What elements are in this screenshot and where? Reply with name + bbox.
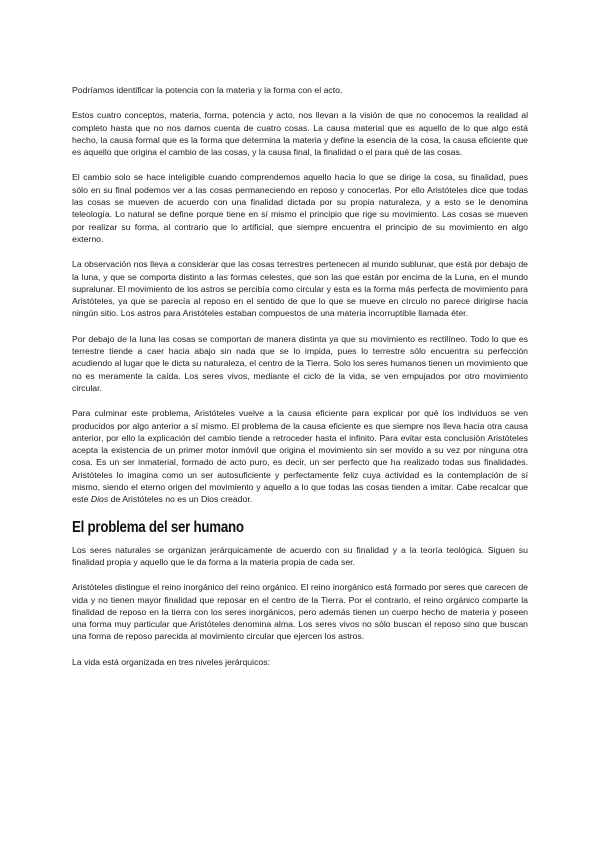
paragraph-prime-mover [72, 407, 528, 505]
italic-term: Dios [90, 494, 109, 505]
paragraph: El cambio solo se hace inteligible cuando comprendemos aquello hacia lo que se dirige la cosa, su finalidad, pues sólo en su final podemos ver a las cosas permaneciendo en reposo y conocerlas. Por ello Aristóteles dice que todas las cosas se mueven de acuerdo con una finalidad dictada por su propia naturaleza, y a esto se le denomina teleología. Lo natural se define porque tiene en sí mismo el principio que rige su movimiento. Las cosas se mueven por realizar su forma, al contrario que lo artificial, que siempre encuentra el principio de su movimiento en algo externo. [72, 172, 528, 244]
section-heading: El problema del ser humano [72, 518, 244, 536]
paragraph-text: Para culminar este problema, Aristóteles vuelve a la causa eficiente para explicar por qué los individuos se ven producidos por algo anterior a sí mismo. El problema de la causa eficiente es que siempre nos lleva hacia otra causa anterior, por ello la explicación del cambio tiende a retroceder hasta el infinito. Para evitar esta conclusión Aristóteles acepta la existencia de un primer motor inmóvil que origina el movimiento sin ser movido a su vez por ninguna otra cosa. Es un ser inmaterial, formado de acto puro, es decir, un ser perfecto que ha realizado todas sus finalidades. Aristóteles lo imagina como un ser autosuficiente y perfectamente feliz cuya actividad es la contemplación de sí mismo, siendo el eterno origen del movimiento y aquello a lo que todas las cosas tienden a imitar. Cabe recalcar que este [72, 408, 528, 505]
paragraph: La vida está organizada en tres niveles jerárquicos: [72, 656, 270, 667]
paragraph: Podríamos identificar la potencia con la materia y la forma con el acto. [72, 85, 343, 95]
paragraph-text: de Aristóteles no es un Dios creador. [108, 494, 253, 505]
paragraph: Aristóteles distingue el reino inorgánico del reino orgánico. El reino inorgánico está formado por seres que carecen de vida y no tienen mayor finalidad que reposar en el centro de la Tierra. Por el contrario, el reino orgánico comparte la finalidad de reposo en la tierra con los seres inorgánicos, pero además tienen un cuerpo hecho de materia y poseen una forma muy particular que Aristóteles denomina alma. Los seres vivos no sólo buscan el reposo sino que buscan una forma de reposo parecida al movimiento circular que ejercen los astros. [72, 582, 528, 642]
paragraph: La observación nos lleva a considerar que las cosas terrestres pertenecen al mundo sublunar, que está por debajo de la luna, y que se comporta distinto a las formas celestes, que son las que están por encima de la Luna, en el mundo supralunar. El movimiento de los astros se percibía como circular y esta es la forma más perfecta de movimiento para Aristóteles, ya que se parecía al reposo en el sentido de que lo que se mueve en círculo no parece dirigirse hacia ningún sitio. Los astros para Aristóteles estaban compuestos de una materia incorruptible llamada éter. [72, 259, 528, 319]
paragraph: Los seres naturales se organizan jerárquicamente de acuerdo con su finalidad y a la teoría teológica. Siguen su finalidad propia y aquello que le da forma a la materia propia de cada ser. [72, 544, 528, 567]
paragraph: Estos cuatro conceptos, materia, forma, potencia y acto, nos llevan a la visión de que no conocemos la realidad al completo hasta que no nos damos cuenta de cuatro cosas. La causa material que es aquello de lo que algo está hecho, la causa formal que es la forma que determina la materia y define la esencia de la cosa, la causa eficiente que es aquello que origina el cambio de las cosas, y la causa final, la finalidad o el para qué de las cosas. [72, 110, 528, 158]
paragraph: Por debajo de la luna las cosas se comportan de manera distinta ya que su movimiento es rectilíneo. Todo lo que es terrestre tiende a caer hacia abajo sin nada que se lo impida, pues lo terrestre sólo encuentra su perfección acudiendo al lugar que le dicta su naturaleza, el centro de la Tierra. Solo los seres humanos tienen un movimiento que no es meramente la caída. Los seres vivos, mediante el ciclo de la vida, se ven empujados por otro movimiento circular. [72, 333, 528, 393]
